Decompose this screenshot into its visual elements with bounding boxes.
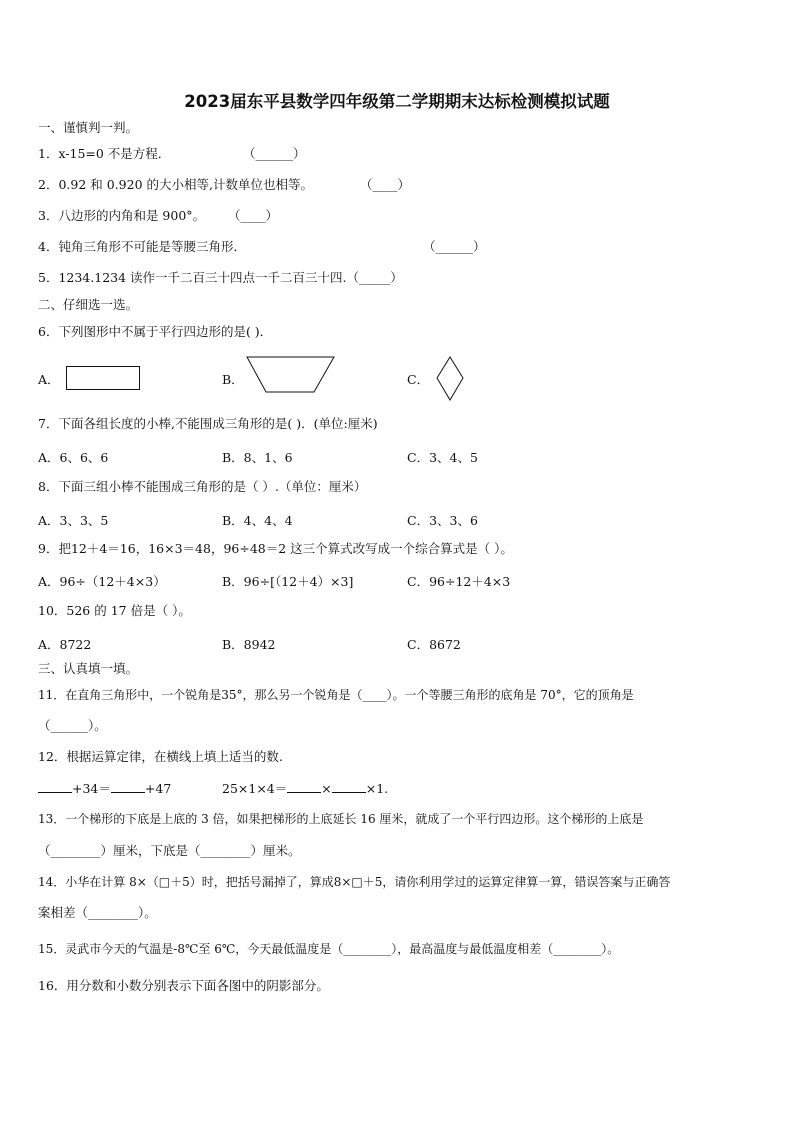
question-12-equations (38, 780, 389, 797)
q6-option-b: B． (222, 372, 244, 387)
q12-expression-a: +34＝ (72, 781, 111, 796)
q12-expression-b-mid: × (321, 781, 332, 796)
q9-option-b: B．96÷[（12＋4）×3] (222, 574, 354, 589)
question-1-text: 1．x-15=0 不是方程． (38, 146, 171, 161)
fill-blank[interactable] (111, 780, 145, 793)
page-title: 2023届东平县数学四年级第二学期期末达标检测模拟试题 (184, 92, 610, 111)
question-14-line-1: 14．小华在计算 8×（□＋5）时，把括号漏掉了，算成8×□＋5，请你利用学过的运算定律算一算，错误答案与正确答 (38, 875, 671, 889)
question-6: 6．下列图形中不属于平行四边形的是( )． (38, 324, 273, 339)
rectangle-figure (66, 366, 142, 392)
q6-option-c: C． (407, 372, 430, 387)
question-4 (38, 239, 486, 255)
q8-option-b: B．4、4、4 (222, 513, 293, 528)
q12-expression-b-group (222, 780, 388, 797)
section-heading-fill: 三、认真填一填。 (38, 661, 139, 676)
question-15: 15．灵武市今天的气温是-8℃至 6℃，今天最低温度是（________），最高温度与最低温度相差（________）。 (38, 942, 620, 956)
question-3 (38, 208, 279, 224)
q12-expression-b: 25×1×4＝ (222, 781, 288, 796)
question-13-line-2: （________）厘米，下底是（________）厘米。 (38, 843, 301, 858)
q7-option-c: C．3、4、5 (407, 450, 478, 465)
trapezoid-figure (246, 356, 336, 394)
q7-option-a: A．6、6、6 (38, 450, 109, 465)
q7-option-b: B．8、1、6 (222, 450, 293, 465)
question-1-answer-paren: （______） (243, 146, 306, 161)
question-5: 5．1234.1234 读作一千二百三十四点一千二百三十四.（_____） (38, 270, 403, 285)
q10-option-b: B．8942 (222, 637, 276, 652)
section-heading-judge: 一、谨慎判一判。 (38, 120, 139, 135)
question-4-text: 4．钝角三角形不可能是等腰三角形． (38, 239, 246, 254)
q10-option-a: A．8722 (38, 637, 92, 652)
question-16: 16．用分数和小数分别表示下面各图中的阴影部分。 (38, 978, 329, 993)
fill-blank[interactable] (287, 780, 321, 793)
q9-option-a: A．96÷（12＋4×3） (38, 574, 166, 589)
q8-option-c: C．3、3、6 (407, 513, 478, 528)
question-14-line-2: 案相差（________）。 (38, 905, 157, 920)
section-heading-choose: 二、仔细选一选。 (38, 297, 139, 312)
question-12: 12．根据运算定律，在横线上填上适当的数. (38, 749, 283, 764)
rhombus-figure (436, 356, 466, 402)
question-3-answer-paren: （____） (228, 208, 279, 223)
fill-blank[interactable] (332, 780, 366, 793)
question-10: 10．526 的 17 倍是（ ）。 (38, 603, 191, 618)
question-7: 7．下面各组长度的小棒,不能围成三角形的是( )．(单位:厘米) (38, 416, 378, 431)
q9-option-c: C．96÷12＋4×3 (407, 574, 511, 589)
question-3-text: 3．八边形的内角和是 900°。 (38, 208, 206, 223)
question-2 (38, 177, 411, 193)
question-13-line-1: 13．一个梯形的下底是上底的 3 倍，如果把梯形的上底延长 16 厘米，就成了一个平行四边形。这个梯形的上底是 (38, 812, 644, 826)
q12-expression-b-tail: ×1. (365, 781, 389, 796)
q12-expression-a-tail: +47 (144, 781, 172, 796)
q10-option-c: C．8672 (407, 637, 461, 652)
question-2-answer-paren: （____） (360, 177, 411, 192)
question-9: 9．把12＋4＝16，16×3＝48，96÷48＝2 这三个算式改写成一个综合算式是（ ）。 (38, 541, 513, 556)
question-2-text: 2．0.92 和 0.920 的大小相等,计数单位也相等。 (38, 177, 313, 192)
q6-option-a: A． (38, 372, 60, 387)
fill-blank[interactable] (38, 780, 72, 793)
question-11-line-2: （______）。 (38, 718, 107, 733)
question-1 (38, 146, 306, 162)
question-11-line-1: 11．在直角三角形中，一个锐角是35°，那么另一个锐角是（____）。一个等腰三角形的底角是 70°，它的顶角是 (38, 688, 634, 702)
q8-option-a: A．3、3、5 (38, 513, 109, 528)
question-4-answer-paren: （______） (423, 239, 486, 254)
question-8: 8．下面三组小棒不能围成三角形的是（ ）.（单位：厘米） (38, 479, 367, 494)
